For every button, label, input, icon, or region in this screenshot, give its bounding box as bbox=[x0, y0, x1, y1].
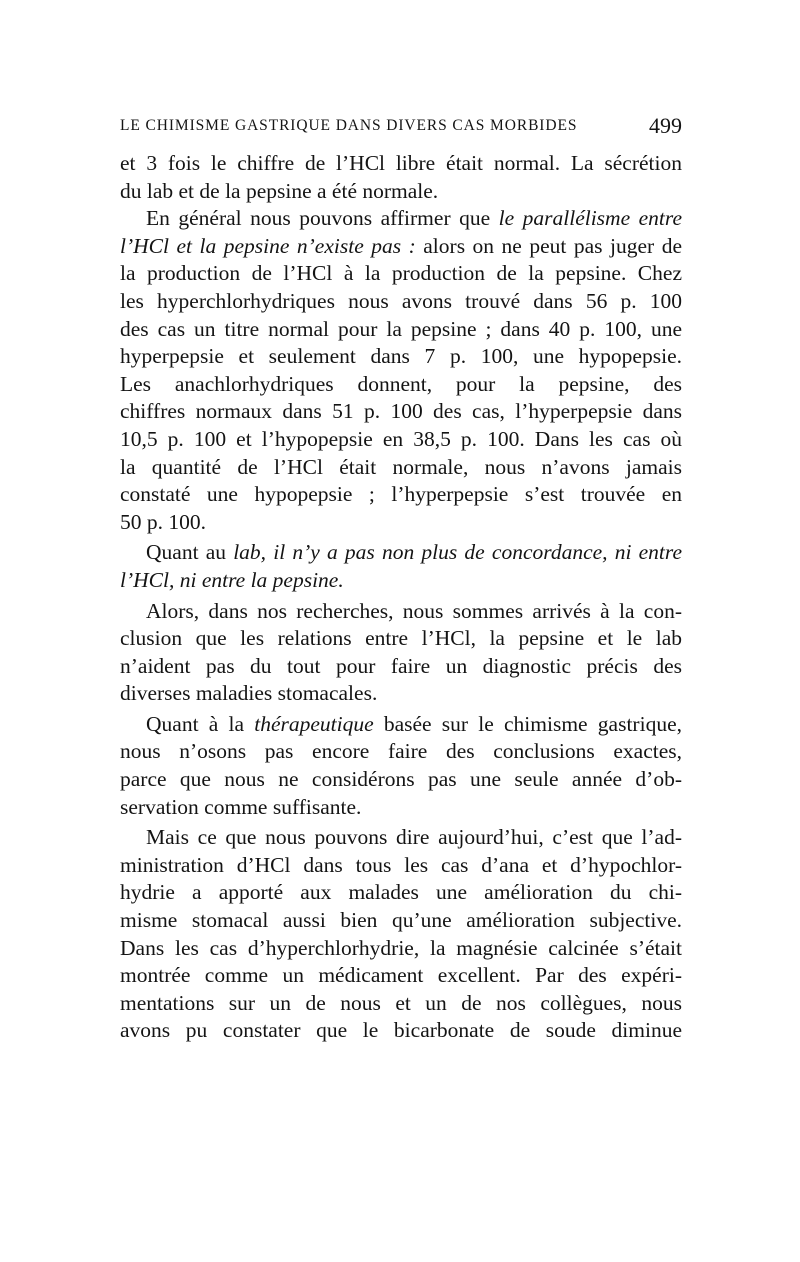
text-line: des cas un titre normal pour la pepsine ; dans 40 p. 100, une bbox=[120, 316, 682, 341]
text-line: Quant à la thérapeutique basée sur le chimisme gastrique, bbox=[146, 711, 682, 736]
text-line: Alors, dans nos recherches, nous sommes arrivés à la con- bbox=[146, 598, 682, 623]
text-line: n’aident pas du tout pour faire un diagnostic précis des bbox=[120, 653, 682, 678]
text-line: ministration d’HCl dans tous les cas d’ana et d’hypochlor- bbox=[120, 852, 682, 877]
italic-phrase: lab, il n’y a pas non plus de concordance, ni entre bbox=[233, 540, 682, 565]
text-line: Les anachlorhydriques donnent, pour la pepsine, des bbox=[120, 371, 682, 396]
text-line: avons pu constater que le bicarbonate de soude diminue bbox=[120, 1018, 682, 1043]
body-text bbox=[120, 150, 682, 1045]
text-line: constaté une hypopepsie ; l’hyperpepsie s’est trouvée en bbox=[120, 482, 682, 507]
text-line: hyperpepsie et seulement dans 7 p. 100, une hypopepsie. bbox=[120, 344, 682, 369]
text-line: 10,5 p. 100 et l’hypopepsie en 38,5 p. 100. Dans les cas où bbox=[120, 426, 682, 451]
text-line: Quant au lab, il n’y a pas non plus de concordance, ni entre bbox=[146, 540, 682, 565]
page-number: 499 bbox=[649, 113, 682, 138]
text-line: l’HCl et la pepsine n’existe pas : alors on ne peut pas juger de bbox=[120, 233, 682, 258]
page-header bbox=[120, 113, 682, 143]
text-line: En général nous pouvons affirmer que le parallélisme entre bbox=[146, 206, 682, 231]
text-line: et 3 fois le chiffre de l’HCl libre était normal. La sécrétion bbox=[120, 151, 682, 175]
text-line: la production de l’HCl à la production de la pepsine. Chez bbox=[120, 261, 682, 286]
text-line: les hyperchlorhydriques nous avons trouvé dans 56 p. 100 bbox=[120, 288, 682, 313]
text-line: Dans les cas d’hyperchlorhydrie, la magnésie calcinée s’était bbox=[120, 935, 682, 960]
running-title: LE CHIMISME GASTRIQUE DANS DIVERS CAS MORBIDES bbox=[120, 117, 578, 134]
text-line: Mais ce que nous pouvons dire aujourd’hui, c’est que l’ad- bbox=[146, 825, 682, 850]
italic-phrase: l’HCl, ni entre la pepsine. bbox=[120, 567, 344, 592]
text-line: mentations sur un de nous et un de nos collègues, nous bbox=[120, 990, 682, 1015]
italic-phrase: l’HCl et la pepsine n’existe pas : bbox=[120, 233, 416, 258]
text-line bbox=[120, 567, 682, 595]
text-line: nous n’osons pas encore faire des conclusions exactes, bbox=[120, 739, 682, 764]
text-line: servation comme suffisante. bbox=[120, 794, 362, 819]
text-line: diverses maladies stomacales. bbox=[120, 681, 378, 706]
text-line: hydrie a apporté aux malades une amélioration du chi- bbox=[120, 880, 682, 905]
italic-phrase: thérapeutique bbox=[254, 711, 374, 736]
text-line: chiffres normaux dans 51 p. 100 des cas, l’hyperpepsie dans bbox=[120, 399, 682, 424]
text-line: 50 p. 100. bbox=[120, 509, 206, 534]
text-line: montrée comme un médicament excellent. Par des expéri- bbox=[120, 963, 682, 988]
text-line: du lab et de la pepsine a été normale. bbox=[120, 178, 439, 203]
text-line: misme stomacal aussi bien qu’une amélioration subjective. bbox=[120, 908, 682, 933]
italic-phrase: le parallélisme entre bbox=[498, 206, 682, 231]
text-line: parce que nous ne considérons pas une seule année d’ob- bbox=[120, 767, 682, 792]
text-line: clusion que les relations entre l’HCl, la pepsine et le lab bbox=[120, 626, 682, 651]
text-line: la quantité de l’HCl était normale, nous n’avons jamais bbox=[120, 454, 682, 479]
